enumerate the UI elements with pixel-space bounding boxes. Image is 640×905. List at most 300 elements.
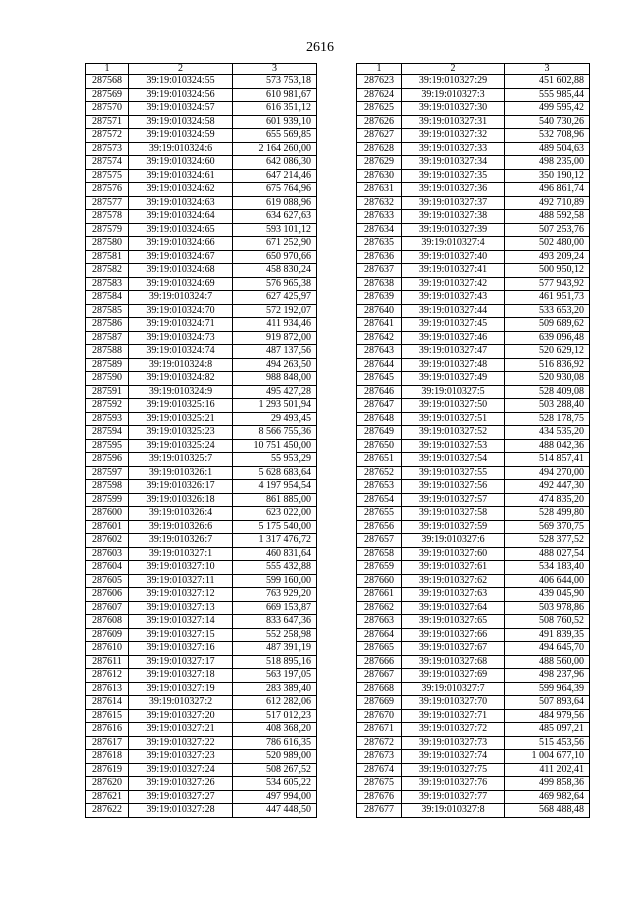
value-cell: 520 629,12 bbox=[505, 345, 590, 359]
value-cell: 655 569,85 bbox=[233, 129, 317, 143]
table-row bbox=[357, 75, 590, 89]
row-number-cell: 287607 bbox=[86, 601, 129, 615]
value-cell: 411 202,41 bbox=[505, 763, 590, 777]
cadastral-number-cell: 39:19:010327:16 bbox=[129, 642, 233, 656]
table-row bbox=[357, 223, 590, 237]
cadastral-number-cell: 39:19:010327:72 bbox=[402, 723, 505, 737]
table-row bbox=[357, 493, 590, 507]
table-row bbox=[357, 196, 590, 210]
cadastral-number-cell: 39:19:010327:38 bbox=[402, 210, 505, 224]
value-cell: 499 858,36 bbox=[505, 777, 590, 791]
value-cell: 528 377,52 bbox=[505, 534, 590, 548]
cadastral-number-cell: 39:19:010327:21 bbox=[129, 723, 233, 737]
cadastral-number-cell: 39:19:010324:6 bbox=[129, 142, 233, 156]
table-row bbox=[357, 156, 590, 170]
cadastral-number-cell: 39:19:010327:49 bbox=[402, 372, 505, 386]
value-cell: 460 831,64 bbox=[233, 547, 317, 561]
cadastral-number-cell: 39:19:010324:70 bbox=[129, 304, 233, 318]
value-cell: 563 197,05 bbox=[233, 669, 317, 683]
value-cell: 488 592,58 bbox=[505, 210, 590, 224]
value-cell: 495 427,28 bbox=[233, 385, 317, 399]
row-number-cell: 287662 bbox=[357, 601, 402, 615]
table-row bbox=[86, 223, 317, 237]
value-cell: 500 950,12 bbox=[505, 264, 590, 278]
table-row bbox=[86, 102, 317, 116]
row-number-cell: 287595 bbox=[86, 439, 129, 453]
value-cell: 647 214,46 bbox=[233, 169, 317, 183]
row-number-cell: 287648 bbox=[357, 412, 402, 426]
row-number-cell: 287659 bbox=[357, 561, 402, 575]
value-cell: 528 409,08 bbox=[505, 385, 590, 399]
cadastral-number-cell: 39:19:010327:39 bbox=[402, 223, 505, 237]
row-number-cell: 287594 bbox=[86, 426, 129, 440]
table-row bbox=[357, 642, 590, 656]
cadastral-number-cell: 39:19:010327:48 bbox=[402, 358, 505, 372]
cadastral-number-cell: 39:19:010327:35 bbox=[402, 169, 505, 183]
value-cell: 534 183,40 bbox=[505, 561, 590, 575]
cadastral-number-cell: 39:19:010327:67 bbox=[402, 642, 505, 656]
row-number-cell: 287605 bbox=[86, 574, 129, 588]
cadastral-number-cell: 39:19:010327:55 bbox=[402, 466, 505, 480]
table-row bbox=[86, 750, 317, 764]
cadastral-number-cell: 39:19:010327:20 bbox=[129, 709, 233, 723]
row-number-cell: 287610 bbox=[86, 642, 129, 656]
row-number-cell: 287615 bbox=[86, 709, 129, 723]
value-cell: 555 432,88 bbox=[233, 561, 317, 575]
row-number-cell: 287638 bbox=[357, 277, 402, 291]
cadastral-number-cell: 39:19:010327:19 bbox=[129, 682, 233, 696]
table-row bbox=[86, 628, 317, 642]
value-cell: 503 978,86 bbox=[505, 601, 590, 615]
row-number-cell: 287658 bbox=[357, 547, 402, 561]
table-row bbox=[86, 588, 317, 602]
row-number-cell: 287571 bbox=[86, 115, 129, 129]
value-cell: 518 895,16 bbox=[233, 655, 317, 669]
row-number-cell: 287660 bbox=[357, 574, 402, 588]
value-cell: 675 764,96 bbox=[233, 183, 317, 197]
value-cell: 627 425,97 bbox=[233, 291, 317, 305]
table-row bbox=[86, 277, 317, 291]
row-number-cell: 287604 bbox=[86, 561, 129, 575]
table-row bbox=[86, 642, 317, 656]
cadastral-number-cell: 39:19:010324:58 bbox=[129, 115, 233, 129]
cadastral-number-cell: 39:19:010327:29 bbox=[402, 75, 505, 89]
value-cell: 786 616,35 bbox=[233, 736, 317, 750]
row-number-cell: 287673 bbox=[357, 750, 402, 764]
row-number-cell: 287574 bbox=[86, 156, 129, 170]
table-row bbox=[357, 790, 590, 804]
cadastral-number-cell: 39:19:010325:24 bbox=[129, 439, 233, 453]
value-cell: 447 448,50 bbox=[233, 804, 317, 818]
table-row bbox=[86, 763, 317, 777]
table-row bbox=[86, 399, 317, 413]
cadastral-number-cell: 39:19:010327:32 bbox=[402, 129, 505, 143]
row-number-cell: 287618 bbox=[86, 750, 129, 764]
row-number-cell: 287616 bbox=[86, 723, 129, 737]
value-cell: 507 253,76 bbox=[505, 223, 590, 237]
value-cell: 411 934,46 bbox=[233, 318, 317, 332]
row-number-cell: 287640 bbox=[357, 304, 402, 318]
row-number-cell: 287651 bbox=[357, 453, 402, 467]
value-cell: 498 235,00 bbox=[505, 156, 590, 170]
table-row bbox=[86, 655, 317, 669]
table-row bbox=[357, 561, 590, 575]
cadastral-number-cell: 39:19:010324:60 bbox=[129, 156, 233, 170]
table-row bbox=[86, 372, 317, 386]
table-row bbox=[357, 372, 590, 386]
value-cell: 634 627,63 bbox=[233, 210, 317, 224]
table-body bbox=[357, 75, 590, 818]
value-cell: 639 096,48 bbox=[505, 331, 590, 345]
cadastral-number-cell: 39:19:010327:70 bbox=[402, 696, 505, 710]
cadastral-number-cell: 39:19:010327:13 bbox=[129, 601, 233, 615]
cadastral-number-cell: 39:19:010327:3 bbox=[402, 88, 505, 102]
registry-table-right bbox=[356, 63, 590, 818]
row-number-cell: 287624 bbox=[357, 88, 402, 102]
value-cell: 439 045,90 bbox=[505, 588, 590, 602]
table-row bbox=[86, 304, 317, 318]
value-cell: 29 493,45 bbox=[233, 412, 317, 426]
cadastral-number-cell: 39:19:010325:21 bbox=[129, 412, 233, 426]
row-number-cell: 287569 bbox=[86, 88, 129, 102]
row-number-cell: 287677 bbox=[357, 804, 402, 818]
value-cell: 498 237,96 bbox=[505, 669, 590, 683]
row-number-cell: 287626 bbox=[357, 115, 402, 129]
table-row bbox=[86, 264, 317, 278]
row-number-cell: 287668 bbox=[357, 682, 402, 696]
row-number-cell: 287637 bbox=[357, 264, 402, 278]
row-number-cell: 287620 bbox=[86, 777, 129, 791]
value-cell: 650 970,66 bbox=[233, 250, 317, 264]
cadastral-number-cell: 39:19:010327:58 bbox=[402, 507, 505, 521]
value-cell: 496 861,74 bbox=[505, 183, 590, 197]
cadastral-number-cell: 39:19:010327:60 bbox=[402, 547, 505, 561]
cadastral-number-cell: 39:19:010324:57 bbox=[129, 102, 233, 116]
value-cell: 520 930,08 bbox=[505, 372, 590, 386]
value-cell: 408 368,20 bbox=[233, 723, 317, 737]
value-cell: 601 939,10 bbox=[233, 115, 317, 129]
row-number-cell: 287632 bbox=[357, 196, 402, 210]
cadastral-number-cell: 39:19:010325:16 bbox=[129, 399, 233, 413]
value-cell: 502 480,00 bbox=[505, 237, 590, 251]
table-row bbox=[86, 129, 317, 143]
table-row bbox=[357, 628, 590, 642]
table-row bbox=[86, 358, 317, 372]
table-row bbox=[357, 331, 590, 345]
table-row bbox=[357, 534, 590, 548]
row-number-cell: 287598 bbox=[86, 480, 129, 494]
row-number-cell: 287675 bbox=[357, 777, 402, 791]
row-number-cell: 287608 bbox=[86, 615, 129, 629]
table-row bbox=[86, 777, 317, 791]
cadastral-number-cell: 39:19:010326:18 bbox=[129, 493, 233, 507]
row-number-cell: 287670 bbox=[357, 709, 402, 723]
value-cell: 487 137,56 bbox=[233, 345, 317, 359]
table-row bbox=[357, 183, 590, 197]
value-cell: 568 488,48 bbox=[505, 804, 590, 818]
value-cell: 493 209,24 bbox=[505, 250, 590, 264]
cadastral-number-cell: 39:19:010324:56 bbox=[129, 88, 233, 102]
cadastral-number-cell: 39:19:010327:34 bbox=[402, 156, 505, 170]
table-row bbox=[357, 304, 590, 318]
cadastral-number-cell: 39:19:010327:47 bbox=[402, 345, 505, 359]
row-number-cell: 287577 bbox=[86, 196, 129, 210]
cadastral-number-cell: 39:19:010324:68 bbox=[129, 264, 233, 278]
row-number-cell: 287581 bbox=[86, 250, 129, 264]
row-number-cell: 287593 bbox=[86, 412, 129, 426]
value-cell: 572 192,07 bbox=[233, 304, 317, 318]
value-cell: 593 101,12 bbox=[233, 223, 317, 237]
row-number-cell: 287575 bbox=[86, 169, 129, 183]
row-number-cell: 287644 bbox=[357, 358, 402, 372]
value-cell: 474 835,20 bbox=[505, 493, 590, 507]
registry-table-left bbox=[85, 63, 317, 818]
table-row bbox=[86, 291, 317, 305]
table-row bbox=[357, 466, 590, 480]
value-cell: 533 653,20 bbox=[505, 304, 590, 318]
cadastral-number-cell: 39:19:010327:27 bbox=[129, 790, 233, 804]
table-row bbox=[86, 466, 317, 480]
cadastral-number-cell: 39:19:010327:69 bbox=[402, 669, 505, 683]
value-cell: 5 175 540,00 bbox=[233, 520, 317, 534]
value-cell: 616 351,12 bbox=[233, 102, 317, 116]
row-number-cell: 287633 bbox=[357, 210, 402, 224]
row-number-cell: 287591 bbox=[86, 385, 129, 399]
row-number-cell: 287652 bbox=[357, 466, 402, 480]
row-number-cell: 287599 bbox=[86, 493, 129, 507]
table-row bbox=[86, 331, 317, 345]
cadastral-number-cell: 39:19:010327:12 bbox=[129, 588, 233, 602]
value-cell: 517 012,23 bbox=[233, 709, 317, 723]
cadastral-number-cell: 39:19:010327:18 bbox=[129, 669, 233, 683]
cadastral-number-cell: 39:19:010327:59 bbox=[402, 520, 505, 534]
row-number-cell: 287657 bbox=[357, 534, 402, 548]
cadastral-number-cell: 39:19:010324:7 bbox=[129, 291, 233, 305]
cadastral-number-cell: 39:19:010326:7 bbox=[129, 534, 233, 548]
value-cell: 577 943,92 bbox=[505, 277, 590, 291]
row-number-cell: 287676 bbox=[357, 790, 402, 804]
value-cell: 492 447,30 bbox=[505, 480, 590, 494]
value-cell: 8 566 755,36 bbox=[233, 426, 317, 440]
table-row bbox=[357, 102, 590, 116]
column-header: 3 bbox=[505, 64, 590, 75]
value-cell: 515 453,56 bbox=[505, 736, 590, 750]
cadastral-number-cell: 39:19:010324:9 bbox=[129, 385, 233, 399]
table-row bbox=[86, 250, 317, 264]
cadastral-number-cell: 39:19:010327:44 bbox=[402, 304, 505, 318]
table-row bbox=[357, 129, 590, 143]
value-cell: 619 088,96 bbox=[233, 196, 317, 210]
row-number-cell: 287597 bbox=[86, 466, 129, 480]
cadastral-number-cell: 39:19:010327:73 bbox=[402, 736, 505, 750]
table-row bbox=[86, 601, 317, 615]
cadastral-number-cell: 39:19:010327:75 bbox=[402, 763, 505, 777]
table-row bbox=[357, 250, 590, 264]
row-number-cell: 287629 bbox=[357, 156, 402, 170]
row-number-cell: 287611 bbox=[86, 655, 129, 669]
value-cell: 491 839,35 bbox=[505, 628, 590, 642]
value-cell: 612 282,06 bbox=[233, 696, 317, 710]
table-row bbox=[86, 790, 317, 804]
row-number-cell: 287603 bbox=[86, 547, 129, 561]
table-row bbox=[357, 291, 590, 305]
cadastral-number-cell: 39:19:010327:53 bbox=[402, 439, 505, 453]
cadastral-number-cell: 39:19:010327:54 bbox=[402, 453, 505, 467]
page-number: 2616 bbox=[306, 40, 334, 55]
table-row bbox=[86, 507, 317, 521]
value-cell: 5 628 683,64 bbox=[233, 466, 317, 480]
table-row bbox=[86, 520, 317, 534]
row-number-cell: 287572 bbox=[86, 129, 129, 143]
column-header: 1 bbox=[357, 64, 402, 75]
row-number-cell: 287645 bbox=[357, 372, 402, 386]
value-cell: 2 164 260,00 bbox=[233, 142, 317, 156]
value-cell: 599 160,00 bbox=[233, 574, 317, 588]
table-row bbox=[86, 736, 317, 750]
table-row bbox=[357, 588, 590, 602]
cadastral-number-cell: 39:19:010326:1 bbox=[129, 466, 233, 480]
table-row bbox=[86, 669, 317, 683]
cadastral-number-cell: 39:19:010324:66 bbox=[129, 237, 233, 251]
cadastral-number-cell: 39:19:010327:51 bbox=[402, 412, 505, 426]
table-row bbox=[86, 534, 317, 548]
value-cell: 576 965,38 bbox=[233, 277, 317, 291]
cadastral-number-cell: 39:19:010327:1 bbox=[129, 547, 233, 561]
cadastral-number-cell: 39:19:010327:68 bbox=[402, 655, 505, 669]
cadastral-number-cell: 39:19:010327:31 bbox=[402, 115, 505, 129]
table-row bbox=[357, 520, 590, 534]
value-cell: 499 595,42 bbox=[505, 102, 590, 116]
table-row bbox=[86, 237, 317, 251]
cadastral-number-cell: 39:19:010327:14 bbox=[129, 615, 233, 629]
cadastral-number-cell: 39:19:010327:50 bbox=[402, 399, 505, 413]
table-row bbox=[86, 682, 317, 696]
table-row bbox=[86, 439, 317, 453]
row-number-cell: 287630 bbox=[357, 169, 402, 183]
row-number-cell: 287586 bbox=[86, 318, 129, 332]
cadastral-number-cell: 39:19:010327:2 bbox=[129, 696, 233, 710]
table-row bbox=[357, 507, 590, 521]
cadastral-number-cell: 39:19:010327:33 bbox=[402, 142, 505, 156]
value-cell: 610 981,67 bbox=[233, 88, 317, 102]
table-row bbox=[357, 804, 590, 818]
table-row bbox=[357, 669, 590, 683]
row-number-cell: 287627 bbox=[357, 129, 402, 143]
table-row bbox=[86, 696, 317, 710]
row-number-cell: 287602 bbox=[86, 534, 129, 548]
row-number-cell: 287592 bbox=[86, 399, 129, 413]
row-number-cell: 287671 bbox=[357, 723, 402, 737]
table-row bbox=[357, 115, 590, 129]
table-row bbox=[86, 453, 317, 467]
cadastral-number-cell: 39:19:010327:28 bbox=[129, 804, 233, 818]
row-number-cell: 287582 bbox=[86, 264, 129, 278]
cadastral-number-cell: 39:19:010327:17 bbox=[129, 655, 233, 669]
row-number-cell: 287600 bbox=[86, 507, 129, 521]
value-cell: 919 872,00 bbox=[233, 331, 317, 345]
cadastral-number-cell: 39:19:010326:17 bbox=[129, 480, 233, 494]
row-number-cell: 287578 bbox=[86, 210, 129, 224]
table-row bbox=[357, 696, 590, 710]
table-row bbox=[86, 318, 317, 332]
value-cell: 509 689,62 bbox=[505, 318, 590, 332]
cadastral-number-cell: 39:19:010326:6 bbox=[129, 520, 233, 534]
cadastral-number-cell: 39:19:010327:63 bbox=[402, 588, 505, 602]
cadastral-number-cell: 39:19:010327:66 bbox=[402, 628, 505, 642]
value-cell: 516 836,92 bbox=[505, 358, 590, 372]
cadastral-number-cell: 39:19:010327:24 bbox=[129, 763, 233, 777]
table-row bbox=[357, 439, 590, 453]
value-cell: 763 929,20 bbox=[233, 588, 317, 602]
row-number-cell: 287579 bbox=[86, 223, 129, 237]
row-number-cell: 287674 bbox=[357, 763, 402, 777]
table-row bbox=[357, 480, 590, 494]
table-row bbox=[86, 75, 317, 89]
row-number-cell: 287621 bbox=[86, 790, 129, 804]
value-cell: 1 293 501,94 bbox=[233, 399, 317, 413]
value-cell: 484 979,56 bbox=[505, 709, 590, 723]
cadastral-number-cell: 39:19:010327:40 bbox=[402, 250, 505, 264]
cadastral-number-cell: 39:19:010327:37 bbox=[402, 196, 505, 210]
table-header-row bbox=[86, 64, 317, 75]
cadastral-number-cell: 39:19:010327:11 bbox=[129, 574, 233, 588]
table-row bbox=[86, 169, 317, 183]
value-cell: 671 252,90 bbox=[233, 237, 317, 251]
table-row bbox=[357, 399, 590, 413]
value-cell: 461 951,73 bbox=[505, 291, 590, 305]
row-number-cell: 287573 bbox=[86, 142, 129, 156]
row-number-cell: 287635 bbox=[357, 237, 402, 251]
cadastral-number-cell: 39:19:010324:71 bbox=[129, 318, 233, 332]
value-cell: 488 560,00 bbox=[505, 655, 590, 669]
value-cell: 508 760,52 bbox=[505, 615, 590, 629]
cadastral-number-cell: 39:19:010324:64 bbox=[129, 210, 233, 224]
value-cell: 1 004 677,10 bbox=[505, 750, 590, 764]
row-number-cell: 287596 bbox=[86, 453, 129, 467]
table-row bbox=[357, 88, 590, 102]
row-number-cell: 287601 bbox=[86, 520, 129, 534]
cadastral-number-cell: 39:19:010324:61 bbox=[129, 169, 233, 183]
value-cell: 552 258,98 bbox=[233, 628, 317, 642]
table-row bbox=[357, 574, 590, 588]
cadastral-number-cell: 39:19:010327:71 bbox=[402, 709, 505, 723]
table-row bbox=[86, 156, 317, 170]
cadastral-number-cell: 39:19:010327:52 bbox=[402, 426, 505, 440]
table-row bbox=[86, 345, 317, 359]
value-cell: 488 042,36 bbox=[505, 439, 590, 453]
value-cell: 520 989,00 bbox=[233, 750, 317, 764]
cadastral-number-cell: 39:19:010325:23 bbox=[129, 426, 233, 440]
cadastral-number-cell: 39:19:010327:43 bbox=[402, 291, 505, 305]
table-row bbox=[357, 682, 590, 696]
value-cell: 494 645,70 bbox=[505, 642, 590, 656]
cadastral-number-cell: 39:19:010327:62 bbox=[402, 574, 505, 588]
row-number-cell: 287667 bbox=[357, 669, 402, 683]
cadastral-number-cell: 39:19:010327:41 bbox=[402, 264, 505, 278]
value-cell: 534 605,22 bbox=[233, 777, 317, 791]
table-row bbox=[357, 763, 590, 777]
row-number-cell: 287584 bbox=[86, 291, 129, 305]
row-number-cell: 287656 bbox=[357, 520, 402, 534]
table-row bbox=[86, 142, 317, 156]
table-row bbox=[357, 264, 590, 278]
cadastral-number-cell: 39:19:010327:23 bbox=[129, 750, 233, 764]
value-cell: 469 982,64 bbox=[505, 790, 590, 804]
row-number-cell: 287664 bbox=[357, 628, 402, 642]
table-row bbox=[86, 412, 317, 426]
table-row bbox=[86, 385, 317, 399]
table-row bbox=[357, 385, 590, 399]
